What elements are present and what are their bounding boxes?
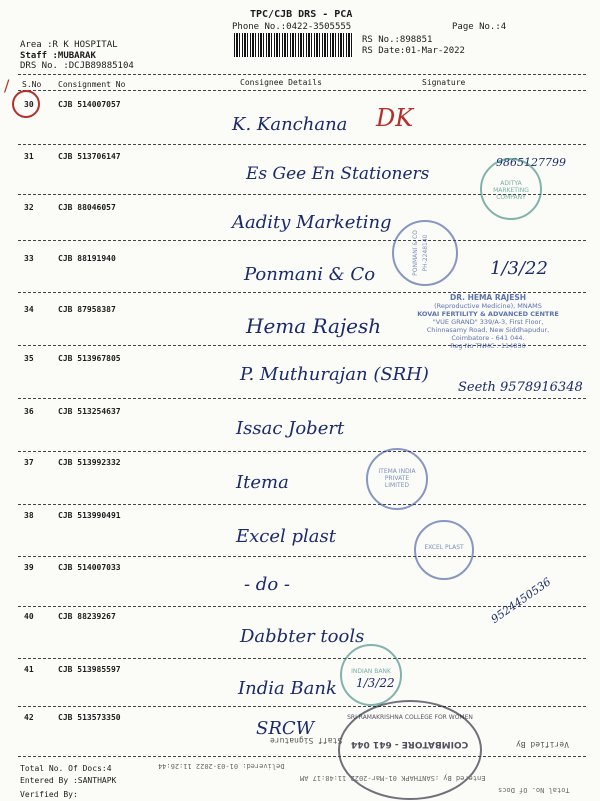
row-sno: 31: [24, 152, 34, 161]
row-divider: [18, 451, 586, 452]
mirrored-verified: Verified By: [516, 740, 569, 749]
column-consignee: Consignee Details: [240, 78, 322, 87]
drs-number: DRS No. :DCJB89885104: [20, 61, 134, 71]
initials-mark: DK: [376, 104, 414, 132]
column-consignment: Consignment No: [58, 80, 126, 89]
row-sno: 30: [24, 100, 34, 109]
barcode: [234, 33, 354, 57]
row-sno: 41: [24, 665, 34, 674]
row-consignee: P. Muthurajan (SRH): [240, 364, 429, 385]
row-sno: 39: [24, 563, 34, 572]
row-consignee: - do -: [244, 574, 290, 595]
row-consignment: CJB 87958387: [58, 305, 116, 314]
company-round-stamp: ADITYA MARKETING COMPANY: [480, 158, 542, 220]
row-sno: 33: [24, 254, 34, 263]
doc-title: TPC/CJB DRS - PCA: [250, 9, 353, 20]
verified-by-label: Verified By:: [20, 790, 78, 799]
rs-number: RS No.:898851: [362, 35, 433, 45]
signature-date: 1/3/22: [490, 258, 548, 279]
row-sno: 37: [24, 458, 34, 467]
row-consignee: Ponmani & Co: [244, 264, 376, 285]
company-round-stamp: EXCEL PLAST: [414, 520, 474, 580]
row-divider: [18, 240, 586, 241]
rs-date: RS Date:01-Mar-2022: [362, 46, 465, 56]
row-consignment: CJB 513254637: [58, 407, 121, 416]
signature-phone: Seeth 9578916348: [458, 380, 583, 395]
row-consignee: Es Gee En Stationers: [246, 164, 430, 184]
row-consignment: CJB 513990491: [58, 511, 121, 520]
total-docs-label: Total No. Of Docs:4: [20, 764, 112, 773]
footer-divider: [18, 756, 586, 757]
staff-label: Staff :MUBARAK: [20, 51, 96, 61]
college-round-stamp: SRI RAMAKRISHNA COLLEGE FOR WOMEN COIMBATORE - 641 044: [338, 700, 482, 800]
row-sno: 40: [24, 612, 34, 621]
doctor-rectangle-stamp: DR. HEMA RAJESH (Reproductive Medicine), MNAMS KOVAI FERTILITY & ADVANCED CENTRE "VUE GRAND" 339/A-3, First Floor, Chinnasamy Road, New Siddhapudur, Coimbatore - 641 044. Reg No TNMC : 114830: [417, 293, 559, 350]
header-divider: [18, 74, 586, 75]
row-sno: 32: [24, 203, 34, 212]
row-consignment: CJB 514007033: [58, 563, 121, 572]
mirrored-delivered: Delivered: 01-03-2022 11:26:44: [158, 762, 285, 770]
mirrored-entered: Entered By :SANTHAPK 01-Mar-2022 11:48:17 AM: [300, 774, 486, 782]
signature-date: 1/3/22: [356, 676, 395, 690]
row-consignee: Issac Jobert: [236, 418, 345, 439]
row-sno: 42: [24, 713, 34, 722]
row-consignment: CJB 513985597: [58, 665, 121, 674]
row-consignee: India Bank: [238, 678, 337, 699]
row-sno: 34: [24, 305, 34, 314]
row-consignee: Aadity Marketing: [232, 212, 392, 233]
bank-round-stamp: INDIAN BANK: [340, 644, 402, 706]
row-consignee: Itema: [236, 472, 289, 493]
row-consignment: CJB 88239267: [58, 612, 116, 621]
row-consignee: SRCW: [256, 718, 315, 739]
row-consignment: CJB 513992332: [58, 458, 121, 467]
row-consignee: K. Kanchana: [232, 114, 348, 135]
columns-divider: [18, 90, 586, 91]
red-tick-mark: /: [4, 76, 10, 95]
row-consignee: Excel plast: [236, 526, 336, 547]
company-round-stamp: PONMANI & CO PH-2248140: [392, 220, 458, 286]
area-label: Area :R K HOSPITAL: [20, 40, 118, 50]
signature-phone: 9865127799: [496, 156, 566, 169]
row-divider: [18, 706, 586, 707]
row-consignment: CJB 513967805: [58, 354, 121, 363]
row-consignment: CJB 513573350: [58, 713, 121, 722]
row-consignee: Hema Rajesh: [246, 314, 382, 338]
row-consignment: CJB 88046057: [58, 203, 116, 212]
row-consignment: CJB 513706147: [58, 152, 121, 161]
row-sno: 36: [24, 407, 34, 416]
row-divider: [18, 556, 586, 557]
signature-phone: 9524450536: [488, 575, 554, 626]
row-sno: 35: [24, 354, 34, 363]
row-sno: 38: [24, 511, 34, 520]
mirrored-total: Total No. Of Docs: [498, 786, 570, 794]
entered-by-label: Entered By :SANTHAPK: [20, 776, 117, 785]
row-divider: [18, 658, 586, 659]
page-number: Page No.:4: [452, 22, 507, 32]
row-divider: [18, 144, 586, 145]
row-consignment: CJB 88191940: [58, 254, 116, 263]
phone-number: Phone No.:0422-3505555: [232, 22, 352, 32]
row-consignee: Dabbter tools: [240, 626, 365, 647]
company-round-stamp: ITEMA INDIA PRIVATE LIMITED: [366, 448, 428, 510]
mirrored-staff-signature: Staff Signature: [270, 736, 343, 745]
column-signature: Signature: [422, 78, 466, 87]
row-divider: [18, 504, 586, 505]
row-divider: [18, 398, 586, 399]
row-consignment: CJB 514007057: [58, 100, 121, 109]
column-sno: S.No: [22, 80, 42, 89]
